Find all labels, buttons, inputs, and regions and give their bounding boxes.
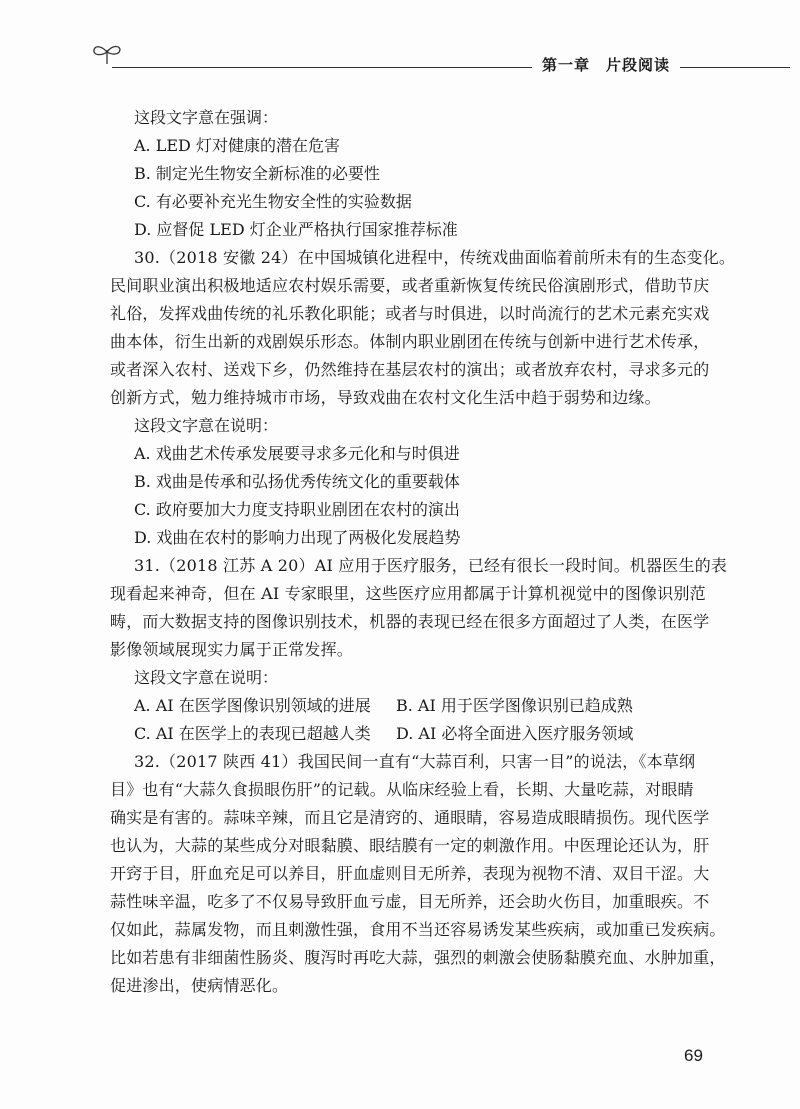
option-a: A. 戏曲艺术传承发展要寻求多元化和与时俱进 [134,444,460,463]
options-row [110,720,710,748]
question-prompt: 这段文字意在强调： [134,108,279,127]
page-number: 69 [684,1046,703,1065]
option-d: D. AI 必将全面进入医疗服务领域 [396,724,634,743]
sprout-icon [90,40,124,66]
option-c: C. AI 在医学上的表现已超越人类 [134,724,371,743]
question-31-passage: 31.（2018 江苏 A 20）AI 应用于医疗服务，已经有很长一段时间。机器医生的表 现看起来神奇，但在 AI 专家眼里，这些医疗应用都属于计算机视觉中的图像识别范 畴，而大数据支持的图像识别技术，机器的表现已经在很多方面超过了人类，在医学 影像领域展现实力属于正常发挥。 [110,556,728,659]
option-d: D. 应督促 LED 灯企业严格执行国家推荐标准 [134,220,458,239]
question-prompt: 这段文字意在说明： [134,668,279,687]
option-c: C. 政府要加大力度支持职业剧团在农村的演出 [134,500,460,519]
page-header [90,40,790,80]
option-a: A. LED 灯对健康的潜在危害 [134,136,340,155]
option-d: D. 戏曲在农村的影响力出现了两极化发展趋势 [134,528,461,547]
header-rule [112,67,790,68]
question-prompt: 这段文字意在说明： [134,416,279,435]
option-c: C. 有必要补充光生物安全性的实验数据 [134,192,412,211]
page-content [110,104,736,1000]
options-row [110,692,710,720]
question-30-passage: 30.（2018 安徽 24）在中国城镇化进程中，传统戏曲面临着前所未有的生态变化。 民间职业演出积极地适应农村娱乐需要，或者重新恢复传统民俗演剧形式，借助节庆 礼俗，发挥戏曲传统的礼乐教化职能；或者与时俱进，以时尚流行的艺术元素充实戏 曲本体，衍生出新的戏剧娱乐形态。体制内职业剧团在传统与创新中进行艺术传承， 或者深入农村、送戏下乡，仍然维持在基层农村的演出；或者放弃农村，寻求多元的 创新方式，勉力维持城市市场，导致戏曲在农村文化生活中趋于弱势和边缘。 [110,248,736,407]
option-b: B. 制定光生物安全新标准的必要性 [134,164,380,183]
option-a: A. AI 在医学图像识别领域的进展 [134,696,371,715]
question-32-passage: 32.（2017 陕西 41）我国民间一直有“大蒜百利，只害一目”的说法，《本草纲 目》也有“大蒜久食损眼伤肝”的记载。从临床经验上看，长期、大量吃蒜，对眼睛 确实是有害的。蒜味辛辣，而且它是清窍的、通眼睛，容易造成眼睛损伤。现代医学 也认为，大蒜的某些成分对眼黏膜、眼结膜有一定的刺激作用。中医理论还认为，肝 开窍于目，肝血充足可以养目，肝血虚则目无所养，表现为视物不清、双目干涩。大 蒜性味辛温，吃多了不仅易导致肝血亏虚，目无所养，还会助火伤目，加重眼疾。不 仅如此，蒜属发物，而且刺激性强，食用不当还容易诱发某些疾病，或加重已发疾病。 比如若患有非细菌性肠炎、腹泻时再吃大蒜，强烈的刺激会使肠黏膜充血、水肿加重， 促进渗出，使病情恶化。 [110,752,726,995]
option-b: B. AI 用于医学图像识别已趋成熟 [396,696,633,715]
chapter-title: 第一章 片段阅读 [532,54,680,75]
option-b: B. 戏曲是传承和弘扬优秀传统文化的重要载体 [134,472,460,491]
